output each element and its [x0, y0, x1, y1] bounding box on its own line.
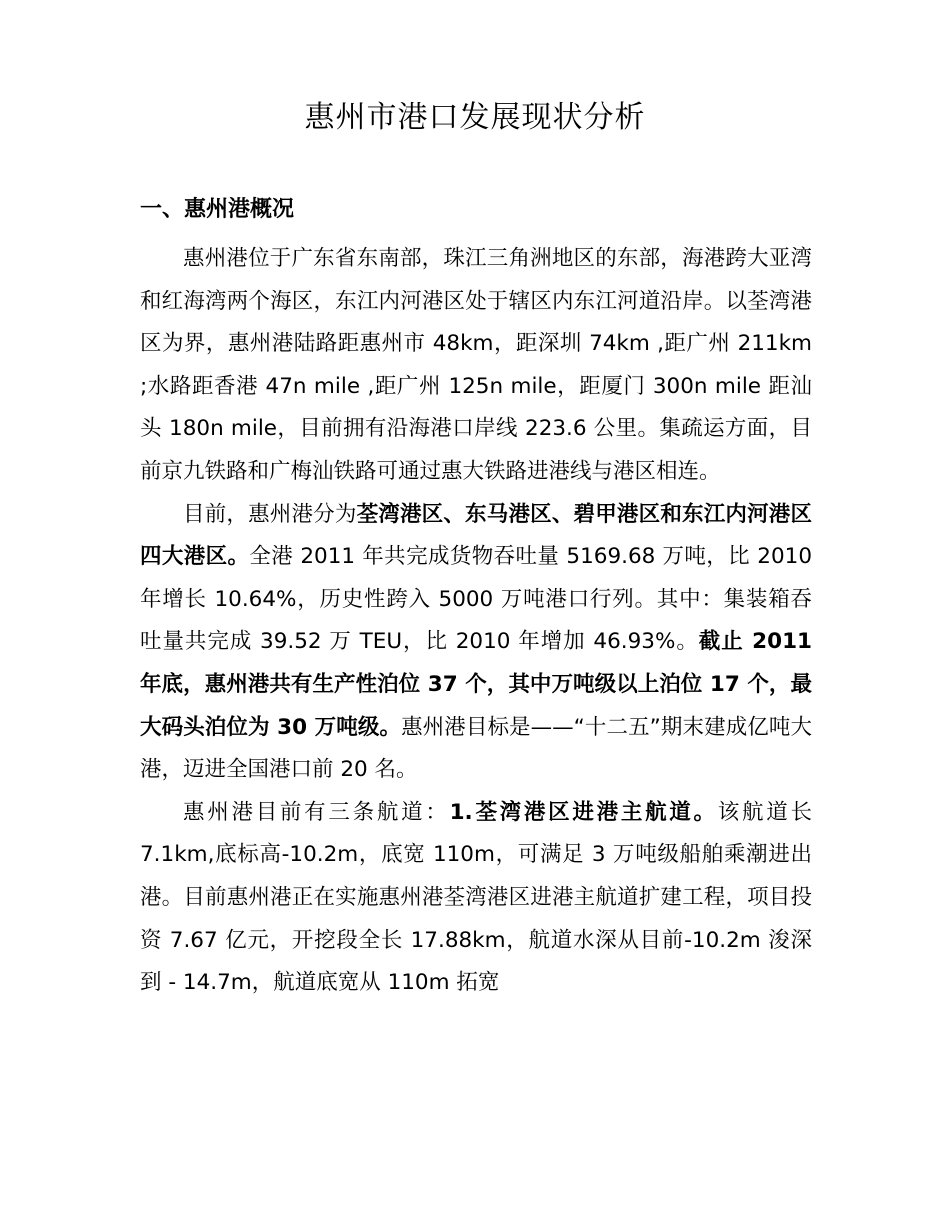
text-run: 全港 2011 年共完成货物吞吐量 5169.68 万吨，比 2010 年增长 10.64%，历史性跨入 5000 万吨港口行列。其中：集装箱吞吐量共完成 39.52 万 TEU，比 2010 年增加 46.93%。	[140, 544, 812, 655]
bold-text-run: 1.荃湾港区进港主航道。	[449, 799, 718, 825]
text-run: 惠州港目前有三条航道：	[183, 799, 450, 825]
section-heading: 一、惠州港概况	[140, 197, 295, 222]
text-run: 惠州港目标是——“十二五”期末建成亿吨大港，迈进全国港口前 20 名。	[140, 714, 812, 783]
paragraph-channels	[140, 792, 812, 1005]
paragraph-port-overview: 惠州港位于广东省东南部，珠江三角洲地区的东部，海港跨大亚湾和红海湾两个海区，东江内河港区处于辖区内东江河道沿岸。以荃湾港区为界，惠州港陆路距惠州市 48km，距深圳 74km ,距广州 211km ;水路距香港 47n mile ,距广州 125n mile，距厦门 300n mile 距汕头 180n mile，目前拥有沿海港口岸线 223.6 公里。集疏运方面，目前京九铁路和广梅汕铁路可通过惠大铁路进港线与港区相连。	[140, 246, 812, 484]
text-run: 目前，惠州港分为	[183, 501, 357, 527]
text-run: 该航道长 7.1km,底标高-10.2m，底宽 110m，可满足 3 万吨级船舶乘潮进出港。目前惠州港正在实施惠州港荃湾港区进港主航道扩建工程，项目投资 7.67 亿元，开挖段全长 17.88km，航道水深从目前-10.2m 浚深到 - 14.7m，航道底宽从 110m 拓宽	[140, 799, 812, 996]
paragraph-port-areas	[140, 494, 812, 792]
bold-text-run: 荃湾港区、东马港区、碧甲港区和东江内河港区四大港区。	[140, 501, 812, 570]
bold-text-run: 截止 2011 年底，惠州港共有生产性泊位 37 个，其中万吨级以上泊位 17 个，最大码头泊位为 30 万吨级。	[140, 629, 812, 740]
document-title: 惠州市港口发展现状分析	[304, 100, 646, 135]
document-body	[140, 238, 812, 1005]
